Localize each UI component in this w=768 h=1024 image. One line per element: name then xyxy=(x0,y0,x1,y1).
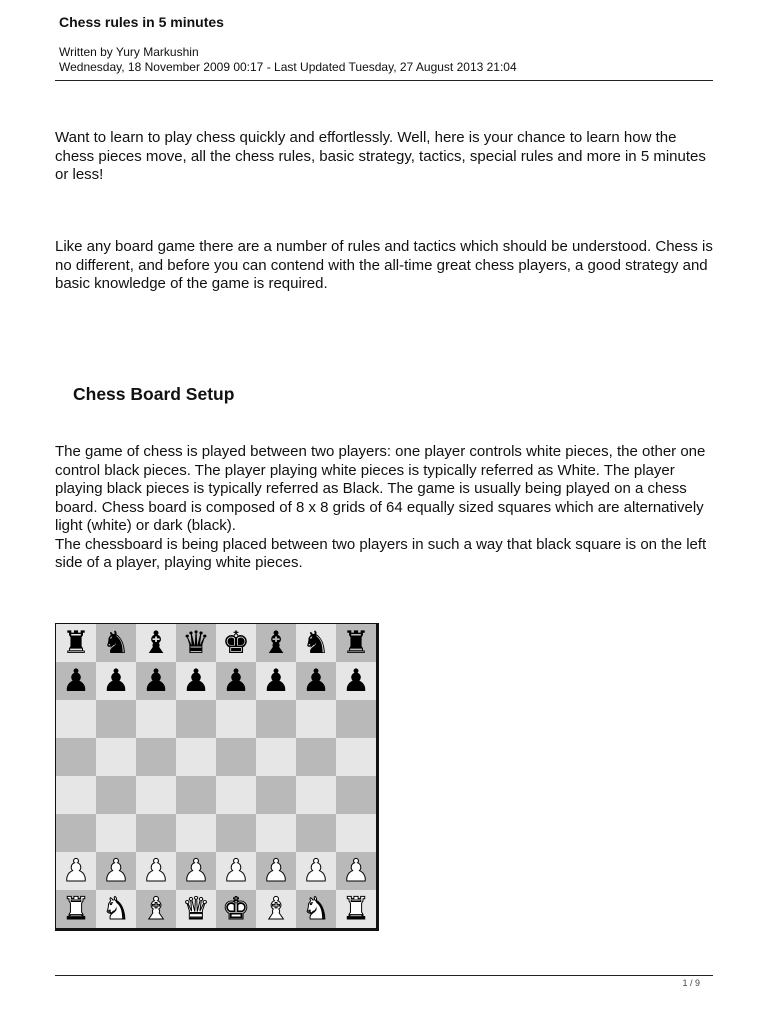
board-square xyxy=(296,624,336,662)
board-square xyxy=(336,738,376,776)
board-square xyxy=(136,738,176,776)
board-square xyxy=(136,890,176,928)
board-square xyxy=(256,852,296,890)
section-heading: Chess Board Setup xyxy=(73,384,235,404)
board-square xyxy=(96,738,136,776)
black-queen-icon: ♛ xyxy=(182,624,210,661)
black-pawn-icon: ♟ xyxy=(62,662,90,699)
board-square xyxy=(216,776,256,814)
board-square xyxy=(296,776,336,814)
board-square xyxy=(56,624,96,662)
board-square xyxy=(136,814,176,852)
board-square xyxy=(336,700,376,738)
board-square xyxy=(336,776,376,814)
board-square xyxy=(176,814,216,852)
document-title: Chess rules in 5 minutes xyxy=(59,14,224,30)
board-square xyxy=(256,662,296,700)
board-square xyxy=(136,700,176,738)
black-pawn-icon: ♟ xyxy=(342,662,370,699)
white-pawn-icon: ♟ xyxy=(182,852,210,889)
board-square xyxy=(176,776,216,814)
board-square xyxy=(136,624,176,662)
white-pawn-icon: ♟ xyxy=(102,852,130,889)
white-rook-icon: ♜ xyxy=(342,890,370,927)
white-knight-icon: ♞ xyxy=(102,890,130,927)
header-divider xyxy=(55,80,713,81)
white-pawn-icon: ♟ xyxy=(222,852,250,889)
board-square xyxy=(136,662,176,700)
board-square xyxy=(96,890,136,928)
board-square xyxy=(296,662,336,700)
board-square xyxy=(256,700,296,738)
black-rook-icon: ♜ xyxy=(62,624,90,661)
board-square xyxy=(96,852,136,890)
page-number: 1 / 9 xyxy=(682,978,700,988)
black-pawn-icon: ♟ xyxy=(102,662,130,699)
board-square xyxy=(96,624,136,662)
board-square xyxy=(96,814,136,852)
board-square xyxy=(296,738,336,776)
board-square xyxy=(256,738,296,776)
board-square xyxy=(136,852,176,890)
white-pawn-icon: ♟ xyxy=(302,852,330,889)
white-king-icon: ♚ xyxy=(222,890,250,927)
black-pawn-icon: ♟ xyxy=(262,662,290,699)
black-knight-icon: ♞ xyxy=(102,624,130,661)
board-square xyxy=(176,890,216,928)
board-square xyxy=(216,700,256,738)
board-square xyxy=(56,852,96,890)
white-pawn-icon: ♟ xyxy=(342,852,370,889)
board-square xyxy=(256,776,296,814)
board-square xyxy=(216,852,256,890)
board-square xyxy=(56,890,96,928)
placement-paragraph: The chessboard is being placed between two players in such a way that black square is on the left side of a player, playing white pieces. xyxy=(55,535,707,571)
intro-paragraph: Want to learn to play chess quickly and effortlessly. Well, here is your chance to learn how the chess pieces move, all the chess rules, basic strategy, tactics, special rules and more in 5 minutes or less! xyxy=(55,129,706,183)
date-line: Wednesday, 18 November 2009 00:17 - Last Updated Tuesday, 27 August 2013 21:04 xyxy=(59,60,517,74)
board-square xyxy=(336,624,376,662)
board-square xyxy=(176,662,216,700)
black-rook-icon: ♜ xyxy=(342,624,370,661)
rules-paragraph: Like any board game there are a number of rules and tactics which should be understood. Chess is no different, and before you can contend with the all-time great chess players, a good strategy and basic knowledge of the game is required. xyxy=(55,238,713,292)
setup-text xyxy=(55,443,715,573)
board-square xyxy=(216,814,256,852)
board-square xyxy=(216,624,256,662)
white-pawn-icon: ♟ xyxy=(262,852,290,889)
board-square xyxy=(56,776,96,814)
author-line: Written by Yury Markushin xyxy=(59,45,199,59)
white-knight-icon: ♞ xyxy=(302,890,330,927)
black-pawn-icon: ♟ xyxy=(182,662,210,699)
white-pawn-icon: ♟ xyxy=(62,852,90,889)
byline xyxy=(59,45,517,75)
board-square xyxy=(216,662,256,700)
board-square xyxy=(216,738,256,776)
board-square xyxy=(96,700,136,738)
board-square xyxy=(336,814,376,852)
board-square xyxy=(296,814,336,852)
black-king-icon: ♚ xyxy=(222,624,250,661)
board-square xyxy=(336,890,376,928)
setup-paragraph: The game of chess is played between two players: one player controls white pieces, the other one control black pieces. The player playing white pieces is typically referred as White. The player playing black pieces is typically referred as Black. The game is usually being played on a chess board. Chess board is composed of 8 x 8 grids of 64 equally sized squares which are alternatively light (white) or dark (black). xyxy=(55,443,706,534)
board-square xyxy=(336,852,376,890)
board-square xyxy=(176,624,216,662)
black-pawn-icon: ♟ xyxy=(222,662,250,699)
white-bishop-icon: ♝ xyxy=(262,890,290,927)
board-square xyxy=(56,662,96,700)
board-square xyxy=(256,624,296,662)
white-pawn-icon: ♟ xyxy=(142,852,170,889)
black-pawn-icon: ♟ xyxy=(142,662,170,699)
footer-divider xyxy=(55,975,713,976)
board-square xyxy=(216,890,256,928)
black-bishop-icon: ♝ xyxy=(262,624,290,661)
board-square xyxy=(56,738,96,776)
board-square xyxy=(296,890,336,928)
board-square xyxy=(136,776,176,814)
board-square xyxy=(176,700,216,738)
board-square xyxy=(296,700,336,738)
white-bishop-icon: ♝ xyxy=(142,890,170,927)
white-queen-icon: ♛ xyxy=(182,890,210,927)
white-rook-icon: ♜ xyxy=(62,890,90,927)
board-square xyxy=(56,700,96,738)
board-square xyxy=(336,662,376,700)
board-square xyxy=(176,852,216,890)
board-square xyxy=(296,852,336,890)
black-bishop-icon: ♝ xyxy=(142,624,170,661)
board-square xyxy=(256,814,296,852)
chess-board xyxy=(55,623,379,931)
black-pawn-icon: ♟ xyxy=(302,662,330,699)
black-knight-icon: ♞ xyxy=(302,624,330,661)
board-square xyxy=(96,662,136,700)
board-square xyxy=(96,776,136,814)
board-square xyxy=(56,814,96,852)
board-square xyxy=(256,890,296,928)
board-square xyxy=(176,738,216,776)
